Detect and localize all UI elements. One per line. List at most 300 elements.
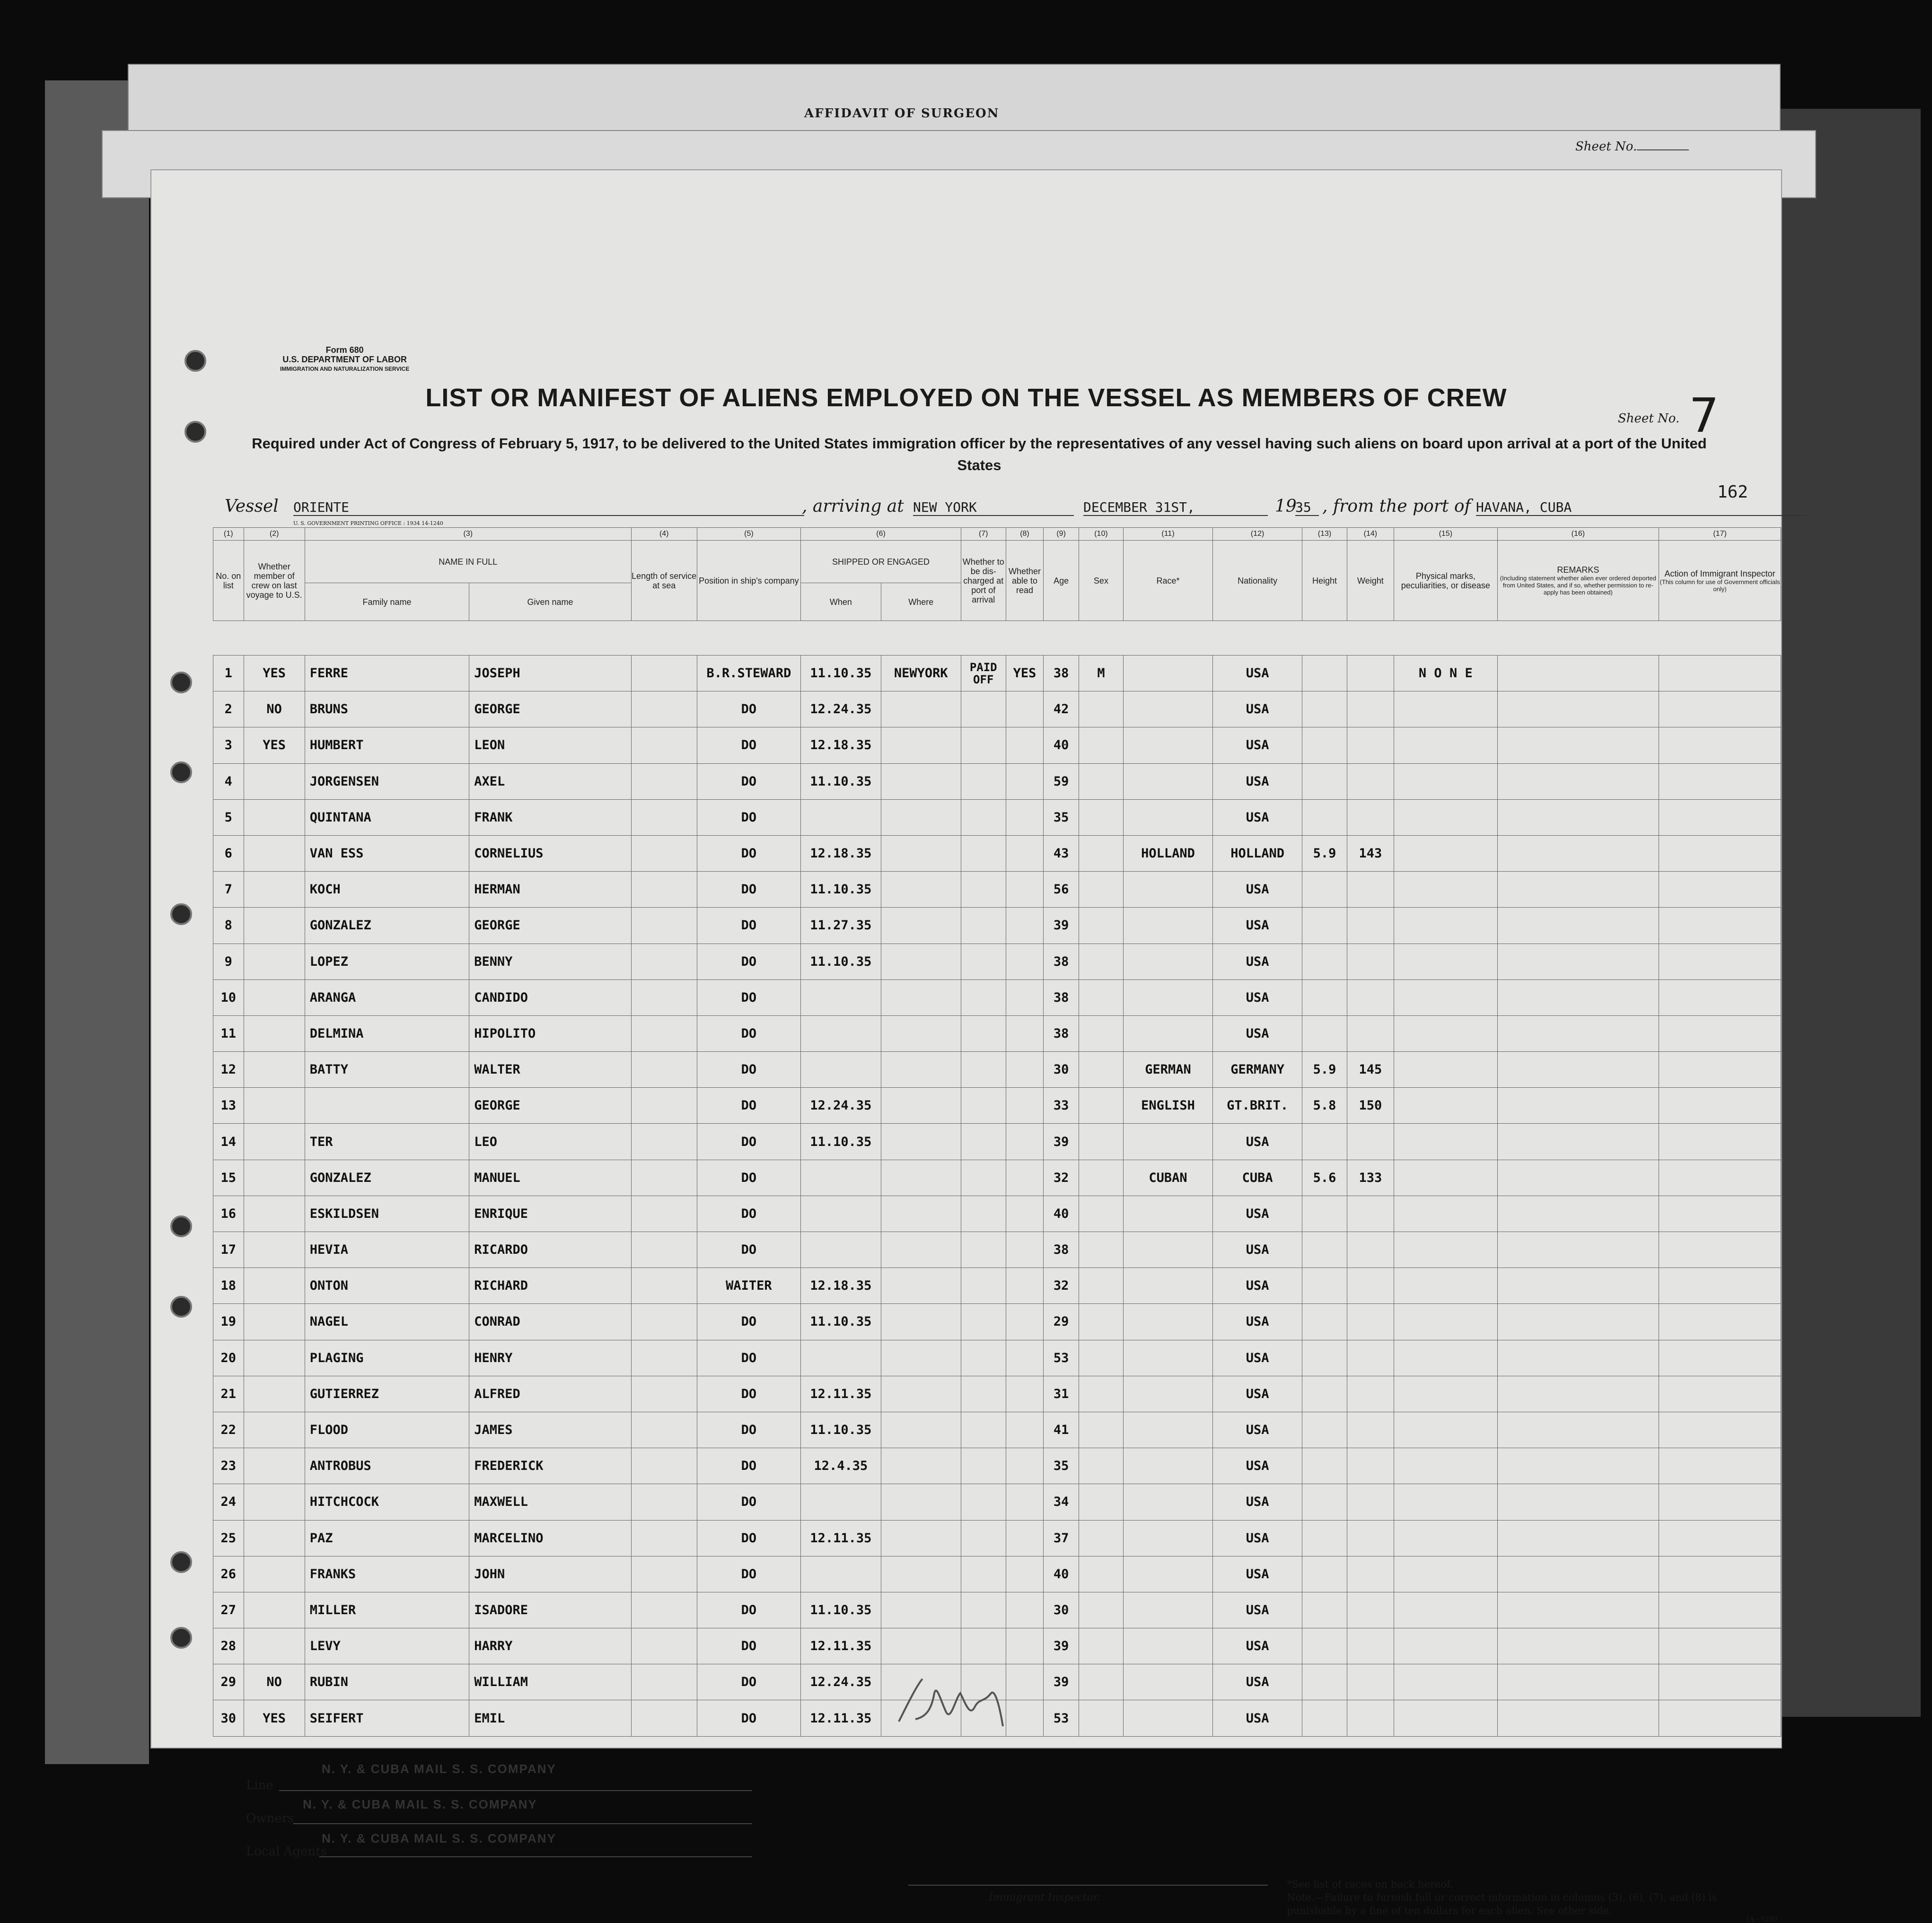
race: CUBAN [1124, 1160, 1213, 1196]
position: DO [697, 1124, 800, 1160]
able-to-read [1006, 1448, 1044, 1484]
race [1124, 1628, 1213, 1664]
service-name: IMMIGRATION AND NATURALIZATION SERVICE [280, 366, 410, 372]
position: DO [697, 1448, 800, 1484]
inspector-action [1659, 1232, 1781, 1268]
height [1302, 1664, 1347, 1700]
discharged [961, 1340, 1006, 1376]
family-name: QUINTANA [305, 799, 469, 835]
able-to-read [1006, 1592, 1044, 1628]
position: DO [697, 1160, 800, 1196]
member-last-voyage [244, 799, 305, 835]
member-last-voyage [244, 1160, 305, 1196]
sheet-number: Sheet No. 7 [1618, 388, 1719, 443]
race [1124, 1268, 1213, 1304]
age: 40 [1044, 1196, 1079, 1232]
shipped-when: 12.11.35 [801, 1520, 881, 1556]
inspector-action [1659, 835, 1781, 871]
remarks [1497, 691, 1659, 727]
able-to-read [1006, 872, 1044, 908]
discharged [961, 763, 1006, 799]
from-port-value: HAVANA, CUBA [1476, 499, 1807, 516]
physical-marks [1394, 1484, 1497, 1520]
shipped-when [801, 1196, 881, 1232]
discharged [961, 1520, 1006, 1556]
nationality: USA [1213, 1628, 1302, 1664]
row-number: 21 [213, 1376, 244, 1412]
age: 38 [1044, 979, 1079, 1015]
year-value: 35 [1295, 499, 1319, 516]
family-name: FLOOD [305, 1412, 469, 1448]
shipped-when [801, 1015, 881, 1051]
weight [1347, 1015, 1394, 1051]
given-name: RICARDO [469, 1232, 632, 1268]
physical-marks [1394, 1304, 1497, 1340]
length-of-service [631, 1520, 697, 1556]
member-last-voyage [244, 979, 305, 1015]
length-of-service [631, 835, 697, 871]
member-last-voyage [244, 1520, 305, 1556]
table-row [213, 872, 1781, 908]
nationality: USA [1213, 1520, 1302, 1556]
discharged [961, 1628, 1006, 1664]
able-to-read: YES [1006, 656, 1044, 691]
member-last-voyage [244, 1340, 305, 1376]
physical-marks [1394, 979, 1497, 1015]
weight [1347, 1196, 1394, 1232]
shipped-when: 11.10.35 [801, 763, 881, 799]
row-number: 5 [213, 799, 244, 835]
sex [1079, 1592, 1123, 1628]
page-title: LIST OR MANIFEST OF ALIENS EMPLOYED ON THE VESSEL AS MEMBERS OF CREW [425, 384, 1507, 412]
inspector-action [1659, 1304, 1781, 1340]
member-last-voyage: YES [244, 1700, 305, 1736]
given-name: ALFRED [469, 1376, 632, 1412]
discharged [961, 1268, 1006, 1304]
remarks [1497, 1196, 1659, 1232]
able-to-read [1006, 1376, 1044, 1412]
date-value: DECEMBER 31ST, [1083, 499, 1268, 516]
inspector-action [1659, 1124, 1781, 1160]
nationality: USA [1213, 691, 1302, 727]
weight [1347, 727, 1394, 763]
member-last-voyage [244, 944, 305, 979]
length-of-service [631, 872, 697, 908]
physical-marks: N O N E [1394, 656, 1497, 691]
position: DO [697, 727, 800, 763]
weight: 133 [1347, 1160, 1394, 1196]
age: 37 [1044, 1520, 1079, 1556]
length-of-service [631, 1160, 697, 1196]
family-name: GUTIERREZ [305, 1376, 469, 1412]
table-row [213, 691, 1781, 727]
discharged [961, 1124, 1006, 1160]
nationality: HOLLAND [1213, 835, 1302, 871]
shipped-where [881, 1340, 961, 1376]
discharged [961, 1015, 1006, 1051]
discharged [961, 835, 1006, 871]
physical-marks [1394, 763, 1497, 799]
length-of-service [631, 1448, 697, 1484]
punch-hole [184, 350, 206, 372]
able-to-read [1006, 1052, 1044, 1088]
page-subtitle: Required under Act of Congress of February 5, 1917, to be delivered to the United States immigration officer by the representatives of any vessel having such aliens on board upon arrival at a port of the United States [252, 435, 1707, 473]
table-row [213, 1015, 1781, 1051]
nationality: USA [1213, 763, 1302, 799]
length-of-service [631, 1376, 697, 1412]
form-header [280, 345, 409, 374]
discharged [961, 1304, 1006, 1340]
discharged [961, 1448, 1006, 1484]
punch-hole [184, 421, 206, 443]
shipped-where [881, 1448, 961, 1484]
remarks [1497, 872, 1659, 908]
weight [1347, 763, 1394, 799]
age: 38 [1044, 1015, 1079, 1051]
position: DO [697, 1304, 800, 1340]
row-number: 22 [213, 1412, 244, 1448]
position: DO [697, 1484, 800, 1520]
sex: M [1079, 656, 1123, 691]
header-able-to-read: Whether able to read [1006, 541, 1044, 621]
shipped-when: 11.27.35 [801, 908, 881, 944]
family-name: PLAGING [305, 1340, 469, 1376]
shipped-when: 12.11.35 [801, 1700, 881, 1736]
age: 40 [1044, 727, 1079, 763]
position: DO [697, 1196, 800, 1232]
nationality: USA [1213, 1015, 1302, 1051]
physical-marks [1394, 691, 1497, 727]
remarks [1497, 1232, 1659, 1268]
header-race: Race* [1124, 541, 1213, 621]
age: 41 [1044, 1412, 1079, 1448]
able-to-read [1006, 799, 1044, 835]
table-row [213, 1412, 1781, 1448]
header-length-service: Length of service at sea [631, 541, 697, 621]
shipped-where [881, 1196, 961, 1232]
col-num: (6) [801, 528, 961, 541]
remarks [1497, 1088, 1659, 1124]
physical-marks [1394, 1196, 1497, 1232]
length-of-service [631, 979, 697, 1015]
race [1124, 908, 1213, 944]
col-num: (3) [305, 528, 631, 541]
age: 29 [1044, 1304, 1079, 1340]
sex [1079, 1340, 1123, 1376]
remarks [1497, 1448, 1659, 1484]
discharged [961, 1088, 1006, 1124]
sex [1079, 1088, 1123, 1124]
given-name: JOHN [469, 1556, 632, 1592]
race [1124, 1520, 1213, 1556]
arriving-value: NEW YORK [913, 499, 1074, 516]
table-row [213, 1448, 1781, 1484]
shipped-when: 12.24.35 [801, 1664, 881, 1700]
arriving-label: , arriving at [802, 497, 904, 516]
col-num: (14) [1347, 528, 1394, 541]
line-underline [279, 1790, 752, 1791]
height [1302, 656, 1347, 691]
able-to-read [1006, 908, 1044, 944]
member-last-voyage [244, 835, 305, 871]
manifest-sheet [150, 169, 1782, 1923]
family-name: LEVY [305, 1628, 469, 1664]
col-num: (12) [1213, 528, 1302, 541]
remarks [1497, 1592, 1659, 1628]
table-row [213, 944, 1781, 979]
row-number: 1 [213, 656, 244, 691]
remarks [1497, 656, 1659, 691]
sex [1079, 1124, 1123, 1160]
given-name: JAMES [469, 1412, 632, 1448]
given-name: WALTER [469, 1052, 632, 1088]
age: 38 [1044, 656, 1079, 691]
height [1302, 1376, 1347, 1412]
sex [1079, 872, 1123, 908]
shipped-where [881, 1124, 961, 1160]
row-number: 12 [213, 1052, 244, 1088]
shipped-where [881, 1592, 961, 1628]
discharged [961, 727, 1006, 763]
discharged [961, 944, 1006, 979]
physical-marks [1394, 1556, 1497, 1592]
position: B.R.STEWARD [697, 656, 800, 691]
remarks [1497, 799, 1659, 835]
member-last-voyage: NO [244, 1664, 305, 1700]
age: 32 [1044, 1160, 1079, 1196]
race [1124, 1340, 1213, 1376]
nationality: USA [1213, 908, 1302, 944]
nationality: CUBA [1213, 1160, 1302, 1196]
family-name: HITCHCOCK [305, 1484, 469, 1520]
given-name: HIPOLITO [469, 1015, 632, 1051]
punch-hole [170, 761, 192, 783]
discharged [961, 1232, 1006, 1268]
family-name: NAGEL [305, 1304, 469, 1340]
table-row [213, 1484, 1781, 1520]
inspector-action [1659, 979, 1781, 1015]
height [1302, 691, 1347, 727]
header-given-name: Given name [469, 583, 632, 621]
table-row [213, 979, 1781, 1015]
row-number: 7 [213, 872, 244, 908]
able-to-read [1006, 1268, 1044, 1304]
table-row [213, 1520, 1781, 1556]
inspector-action [1659, 1520, 1781, 1556]
given-name: CANDIDO [469, 979, 632, 1015]
age: 39 [1044, 1124, 1079, 1160]
age: 39 [1044, 1664, 1079, 1700]
able-to-read [1006, 1556, 1044, 1592]
row-number: 6 [213, 835, 244, 871]
inspector-action [1659, 1700, 1781, 1736]
header-height: Height [1302, 541, 1347, 621]
header-shipped-engaged: SHIPPED OR ENGAGED [801, 541, 961, 583]
header-remarks [1497, 541, 1659, 621]
age: 33 [1044, 1088, 1079, 1124]
shipped-when: 12.11.35 [801, 1376, 881, 1412]
form-number: Form 680 [325, 345, 364, 355]
height [1302, 799, 1347, 835]
family-name: HEVIA [305, 1232, 469, 1268]
nationality: USA [1213, 799, 1302, 835]
header-sex: Sex [1079, 541, 1123, 621]
remarks [1497, 1052, 1659, 1088]
inspector-action [1659, 1448, 1781, 1484]
stamp-number: 162 [1717, 482, 1748, 502]
footnote-races: *See list of races on back hereof. [1287, 1879, 1453, 1890]
discharged [961, 1160, 1006, 1196]
given-name: CONRAD [469, 1304, 632, 1340]
race [1124, 727, 1213, 763]
nationality: USA [1213, 979, 1302, 1015]
age: 38 [1044, 944, 1079, 979]
crew-rows [213, 656, 1781, 1737]
punch-hole [170, 1296, 192, 1318]
inspector-action [1659, 1556, 1781, 1592]
position: DO [697, 1520, 800, 1556]
remarks [1497, 1484, 1659, 1520]
discharged [961, 1556, 1006, 1592]
given-name: ENRIQUE [469, 1196, 632, 1232]
agents-value: N. Y. & CUBA MAIL S. S. COMPANY [322, 1831, 556, 1845]
race [1124, 1015, 1213, 1051]
length-of-service [631, 1232, 697, 1268]
weight [1347, 1664, 1394, 1700]
age: 56 [1044, 872, 1079, 908]
table-row [213, 1592, 1781, 1628]
able-to-read [1006, 1196, 1044, 1232]
race: HOLLAND [1124, 835, 1213, 871]
shipped-where [881, 1484, 961, 1520]
able-to-read [1006, 727, 1044, 763]
col-num: (11) [1124, 528, 1213, 541]
inspector-action [1659, 1088, 1781, 1124]
shipped-where [881, 979, 961, 1015]
height [1302, 1304, 1347, 1340]
able-to-read [1006, 944, 1044, 979]
row-number: 23 [213, 1448, 244, 1484]
able-to-read [1006, 1484, 1044, 1520]
col-num: (13) [1302, 528, 1347, 541]
shipped-when: 11.10.35 [801, 1124, 881, 1160]
member-last-voyage: NO [244, 691, 305, 727]
position: DO [697, 1628, 800, 1664]
age: 32 [1044, 1268, 1079, 1304]
length-of-service [631, 691, 697, 727]
shipped-when: 12.11.35 [801, 1628, 881, 1664]
vessel-value: ORIENTE [293, 499, 804, 516]
row-number: 29 [213, 1664, 244, 1700]
age: 34 [1044, 1484, 1079, 1520]
sex [1079, 1304, 1123, 1340]
column-number-row [213, 528, 1781, 541]
row-number: 9 [213, 944, 244, 979]
inspector-action [1659, 727, 1781, 763]
inspector-action [1659, 1664, 1781, 1700]
member-last-voyage [244, 908, 305, 944]
position: DO [697, 763, 800, 799]
shipped-when [801, 1052, 881, 1088]
remarks [1497, 1664, 1659, 1700]
length-of-service [631, 1664, 697, 1700]
able-to-read [1006, 979, 1044, 1015]
physical-marks [1394, 1088, 1497, 1124]
family-name: VAN ESS [305, 835, 469, 871]
race [1124, 944, 1213, 979]
family-name [305, 1088, 469, 1124]
family-name: LOPEZ [305, 944, 469, 979]
member-last-voyage [244, 1304, 305, 1340]
sex [1079, 1376, 1123, 1412]
given-name: LEO [469, 1124, 632, 1160]
shipped-when [801, 1556, 881, 1592]
length-of-service [631, 944, 697, 979]
inspector-action [1659, 1268, 1781, 1304]
shipped-where [881, 727, 961, 763]
shipped-when: 12.24.35 [801, 691, 881, 727]
race: ENGLISH [1124, 1088, 1213, 1124]
table-row [213, 1232, 1781, 1268]
height [1302, 1340, 1347, 1376]
header-when: When [801, 583, 881, 621]
position: DO [697, 1052, 800, 1088]
table-row [213, 1340, 1781, 1376]
shipped-when [801, 799, 881, 835]
discharged [961, 1196, 1006, 1232]
shipped-when [801, 1340, 881, 1376]
given-name: GEORGE [469, 1088, 632, 1124]
remarks [1497, 1556, 1659, 1592]
height: 5.9 [1302, 1052, 1347, 1088]
remarks [1497, 1628, 1659, 1664]
weight [1347, 872, 1394, 908]
weight [1347, 1412, 1394, 1448]
member-last-voyage [244, 1015, 305, 1051]
weight [1347, 908, 1394, 944]
action-title: Action of Immigrant Inspector [1664, 568, 1775, 578]
length-of-service [631, 1015, 697, 1051]
member-last-voyage [244, 763, 305, 799]
row-number: 18 [213, 1268, 244, 1304]
race [1124, 1700, 1213, 1736]
weight: 143 [1347, 835, 1394, 871]
height [1302, 1412, 1347, 1448]
given-name: MANUEL [469, 1160, 632, 1196]
race [1124, 1124, 1213, 1160]
length-of-service [631, 1484, 697, 1520]
vessel-label: Vessel [225, 497, 279, 516]
weight [1347, 1124, 1394, 1160]
physical-marks [1394, 1015, 1497, 1051]
family-name: HUMBERT [305, 727, 469, 763]
department-name: U.S. DEPARTMENT OF LABOR [282, 355, 407, 364]
underlying-sheet-title: AFFIDAVIT OF SURGEON [804, 106, 1000, 121]
height [1302, 908, 1347, 944]
remarks [1497, 944, 1659, 979]
row-number: 2 [213, 691, 244, 727]
nationality: USA [1213, 1196, 1302, 1232]
shipped-when: 11.10.35 [801, 1412, 881, 1448]
member-last-voyage [244, 1556, 305, 1592]
family-name: JORGENSEN [305, 763, 469, 799]
col-num: (17) [1659, 528, 1781, 541]
age: 40 [1044, 1556, 1079, 1592]
table-row [213, 1376, 1781, 1412]
race [1124, 691, 1213, 727]
member-last-voyage [244, 1196, 305, 1232]
sex [1079, 1484, 1123, 1520]
